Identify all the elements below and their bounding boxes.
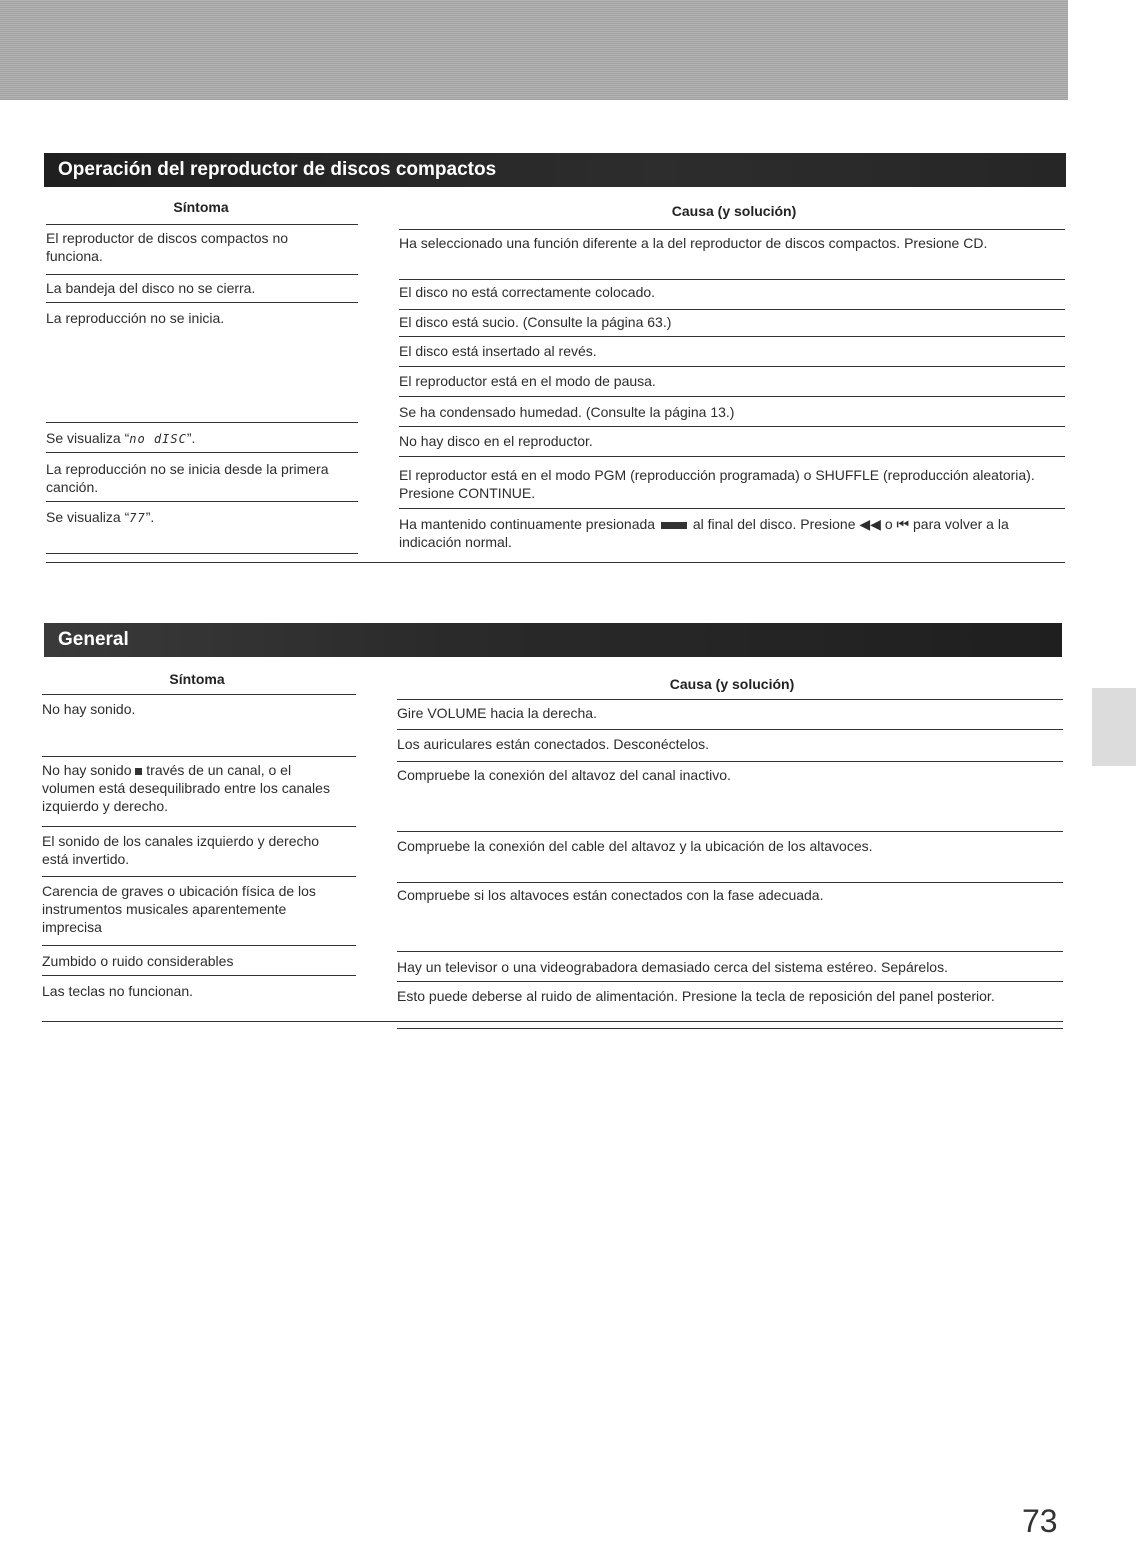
cause-text: al final del disco. Presione xyxy=(692,516,856,532)
lcd-readout: 77 xyxy=(129,511,146,525)
symptom-text: Se visualiza “ xyxy=(46,430,130,446)
cause-cell: Los auriculares están conectados. Desconéctelos. xyxy=(397,736,710,752)
rule xyxy=(397,729,1063,730)
symptom-cell xyxy=(46,508,346,527)
cause-cell: No hay disco en el reproductor. xyxy=(399,433,593,449)
rule xyxy=(42,694,356,695)
skip-back-icon: ⏮ xyxy=(896,516,910,532)
rule xyxy=(42,1021,1063,1022)
rule xyxy=(397,882,1063,883)
symptom-cell: Carencia de graves o ubicación física de los instrumentos musicales aparentemente imprecisa xyxy=(42,883,316,935)
rule xyxy=(399,336,1065,337)
column-header-cause: Causa (y solución) xyxy=(671,203,797,219)
symptom-cell xyxy=(46,429,346,448)
rule xyxy=(397,831,1063,832)
cause-cell: Esto puede deberse al ruido de alimentación. Presione la tecla de reposición del panel posterior. xyxy=(397,988,995,1004)
rule xyxy=(399,309,1065,310)
section-title-general: General xyxy=(44,623,1062,657)
rule xyxy=(42,756,356,757)
cause-cell: Compruebe la conexión del cable del altavoz y la ubicación de los altavoces. xyxy=(397,838,873,854)
symptom-text: ”. xyxy=(186,430,196,446)
symptom-text: Se visualiza “ xyxy=(46,509,130,525)
symptom-text: través de un canal, o el volumen está desequilibrado entre los canales izquierdo y derecho. xyxy=(42,762,330,814)
rule xyxy=(46,224,358,225)
rule xyxy=(399,508,1065,509)
symptom-cell: El reproductor de discos compactos no funciona. xyxy=(46,230,289,264)
cause-cell: Se ha condensado humedad. (Consulte la página 13.) xyxy=(399,404,735,420)
cause-text: para volver a la indicación normal. xyxy=(399,516,1009,550)
symptom-text: ”. xyxy=(145,509,155,525)
symptom-cell: No hay sonido. xyxy=(42,701,136,717)
section-title-cd: Operación del reproductor de discos compactos xyxy=(44,153,1066,187)
scan-header-band xyxy=(0,0,1068,100)
symptom-cell xyxy=(42,761,342,815)
cause-cell: Ha seleccionado una función diferente a la del reproductor de discos compactos. Presione CD. xyxy=(399,235,988,251)
column-header-symptom: Síntoma xyxy=(173,199,229,215)
cause-cell: Compruebe la conexión del altavoz del canal inactivo. xyxy=(397,767,731,783)
cause-text: Ha mantenido continuamente presionada xyxy=(399,516,656,532)
rule xyxy=(42,876,356,877)
rule xyxy=(46,553,358,554)
symptom-cell: La bandeja del disco no se cierra. xyxy=(46,280,256,296)
cause-cell: El reproductor está en el modo de pausa. xyxy=(399,373,656,389)
column-header-symptom: Síntoma xyxy=(169,671,225,687)
square-mark-icon xyxy=(135,768,142,775)
symptom-cell: La reproducción no se inicia desde la primera canción. xyxy=(46,461,329,495)
cause-cell: Compruebe si los altavoces están conectados con la fase adecuada. xyxy=(397,887,824,903)
rule xyxy=(399,229,1065,230)
cause-text: o xyxy=(884,516,893,532)
symptom-text: No hay sonido xyxy=(42,762,132,778)
rule xyxy=(46,422,358,423)
rule xyxy=(399,426,1065,427)
rule xyxy=(46,562,1065,563)
rule xyxy=(46,302,358,303)
rule xyxy=(399,396,1065,397)
rule xyxy=(46,274,358,275)
cause-cell: Gire VOLUME hacia la derecha. xyxy=(397,705,597,721)
symptom-cell: Las teclas no funcionan. xyxy=(42,983,193,999)
rule xyxy=(42,975,356,976)
cause-cell: El reproductor está en el modo PGM (reproducción programada) o SHUFFLE (reproducción aleatoria). Presione CONTINUE. xyxy=(399,467,1035,501)
rule xyxy=(397,1028,1063,1029)
cause-cell: El disco no está correctamente colocado. xyxy=(399,284,656,300)
rule xyxy=(42,826,356,827)
symptom-cell: La reproducción no se inicia. xyxy=(46,310,225,326)
rule xyxy=(399,279,1065,280)
cause-cell: El disco está sucio. (Consulte la página 63.) xyxy=(399,314,672,330)
column-header-cause: Causa (y solución) xyxy=(669,676,795,692)
rule xyxy=(42,945,356,946)
cause-cell xyxy=(399,515,1061,551)
chapter-tab-marker xyxy=(1092,688,1136,766)
rule xyxy=(46,452,358,453)
rule xyxy=(46,501,358,502)
ff-button-icon xyxy=(661,522,687,529)
rewind-icon: ◀◀ xyxy=(859,516,881,532)
rule xyxy=(399,456,1065,457)
symptom-cell: El sonido de los canales izquierdo y derecho está invertido. xyxy=(42,833,320,867)
symptom-cell: Zumbido o ruido considerables xyxy=(42,953,234,969)
cause-cell: Hay un televisor o una videograbadora demasiado cerca del sistema estéreo. Sepárelos. xyxy=(397,959,948,975)
lcd-readout: no dISC xyxy=(129,432,187,446)
rule xyxy=(397,699,1063,700)
rule xyxy=(397,981,1063,982)
rule xyxy=(397,761,1063,762)
rule xyxy=(399,366,1065,367)
rule xyxy=(397,951,1063,952)
cause-cell: El disco está insertado al revés. xyxy=(399,343,597,359)
page-number: 73 xyxy=(1022,1503,1058,1539)
